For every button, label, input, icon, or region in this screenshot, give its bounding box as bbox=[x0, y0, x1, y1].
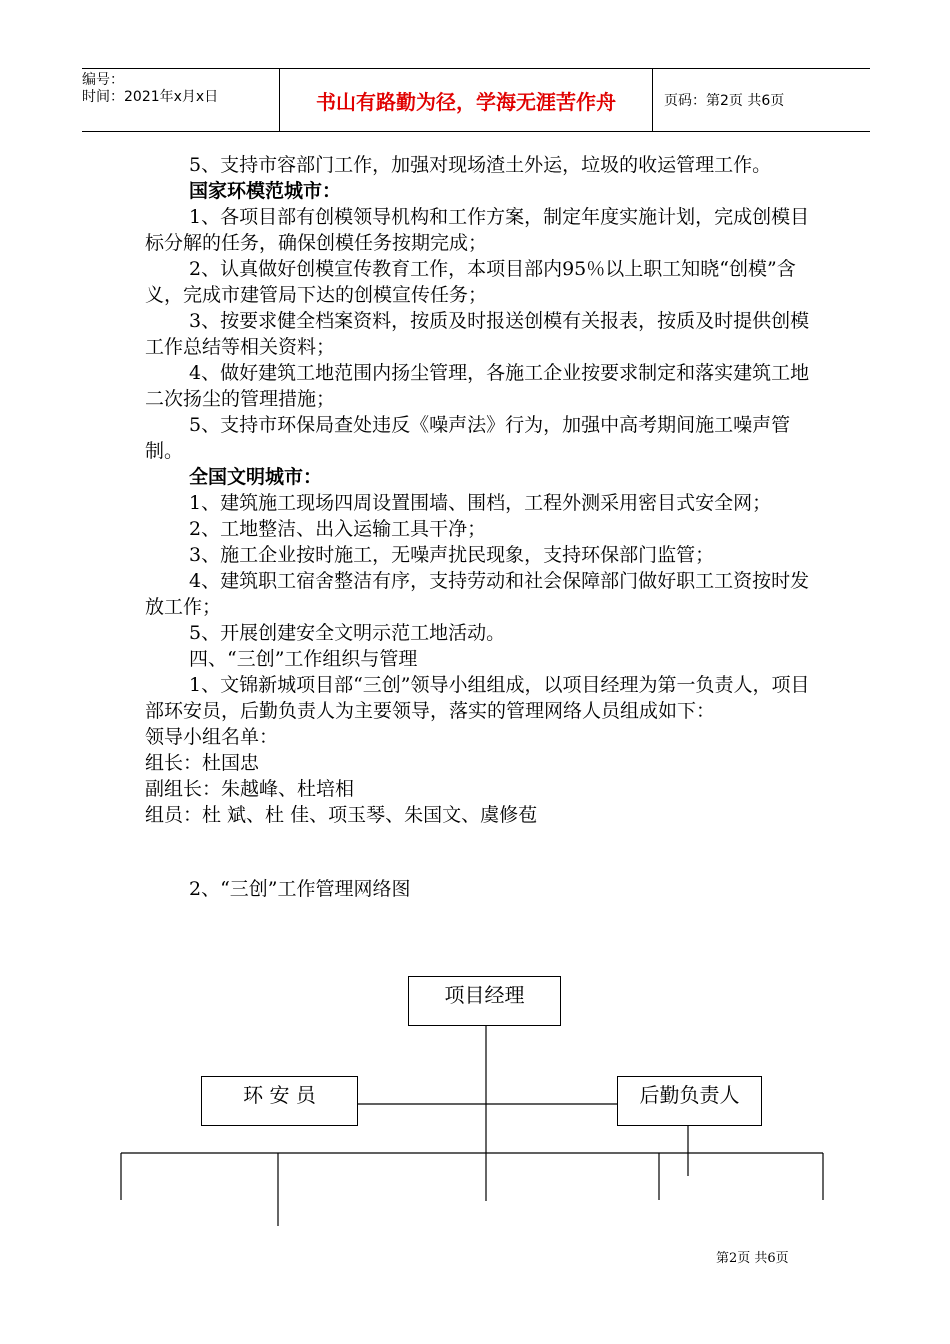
paragraph: 1、建筑施工现场四周设置围墙、围档，工程外测采用密目式安全网； bbox=[189, 492, 772, 514]
paragraph: 4、建筑职工宿舍整洁有序，支持劳动和社会保障部门做好职工工资按时发放工作； bbox=[145, 570, 810, 618]
paragraph: 2、工地整洁、出入运输工具干净； bbox=[189, 518, 487, 540]
paragraph: 2、“三创”工作管理网络图 bbox=[189, 878, 411, 900]
paragraph: 3、按要求健全档案资料，按质及时报送创模有关报表，按质及时提供创模工作总结等相关资料； bbox=[145, 310, 810, 358]
paragraph: 领导小组名单： bbox=[145, 726, 279, 748]
section-heading: 国家环模范城市： bbox=[189, 180, 342, 202]
header-time: 时间：2021年x月x日 bbox=[82, 89, 219, 105]
paragraph: 2、认真做好创模宣传教育工作，本项目部内95％以上职工知晓“创模”含义，完成市建管局下达的创模宣传任务； bbox=[145, 258, 796, 306]
paragraph: 1、各项目部有创模领导机构和工作方案，制定年度实施计划，完成创模目标分解的任务，确保创模任务按期完成； bbox=[145, 206, 810, 254]
page-footer: 第2页 共6页 bbox=[716, 1251, 789, 1266]
page-header bbox=[82, 68, 870, 132]
header-number: 编号： bbox=[82, 72, 124, 88]
org-node-project-manager: 项目经理 bbox=[408, 976, 561, 1026]
paragraph: 5、支持市环保局查处违反《噪声法》行为，加强中高考期间施工噪声管制。 bbox=[145, 414, 791, 462]
section-heading: 全国文明城市： bbox=[189, 466, 323, 488]
paragraph: 四、“三创”工作组织与管理 bbox=[189, 648, 418, 670]
paragraph: 4、做好建筑工地范围内扬尘管理，各施工企业按要求制定和落实建筑工地二次扬尘的管理措施； bbox=[145, 362, 810, 410]
spacer bbox=[145, 828, 810, 876]
paragraph: 5、支持市容部门工作，加强对现场渣土外运，垃圾的收运管理工作。 bbox=[189, 154, 772, 176]
paragraph: 5、开展创建安全文明示范工地活动。 bbox=[189, 622, 506, 644]
paragraph: 组长：杜国忠 bbox=[145, 752, 260, 774]
org-node-logistics-head: 后勤负责人 bbox=[617, 1076, 762, 1126]
header-meta bbox=[82, 69, 280, 131]
paragraph: 3、施工企业按时施工，无噪声扰民现象，支持环保部门监管； bbox=[189, 544, 715, 566]
header-page: 页码：第2页 共6页 bbox=[664, 93, 785, 109]
document-body bbox=[145, 152, 810, 902]
paragraph: 副组长：朱越峰、杜培相 bbox=[145, 778, 355, 800]
org-node-safety-officer: 环 安 员 bbox=[201, 1076, 358, 1126]
paragraph: 1、文锦新城项目部“三创”领导小组组成，以项目经理为第一负责人，项目部环安员，后勤负责人为主要领导，落实的管理网络人员组成如下： bbox=[145, 674, 810, 722]
paragraph: 组员：杜 斌、杜 佳、项玉琴、朱国文、虞修苞 bbox=[145, 804, 538, 826]
header-motto: 书山有路勤为径，学海无涯苦作舟 bbox=[280, 69, 653, 131]
